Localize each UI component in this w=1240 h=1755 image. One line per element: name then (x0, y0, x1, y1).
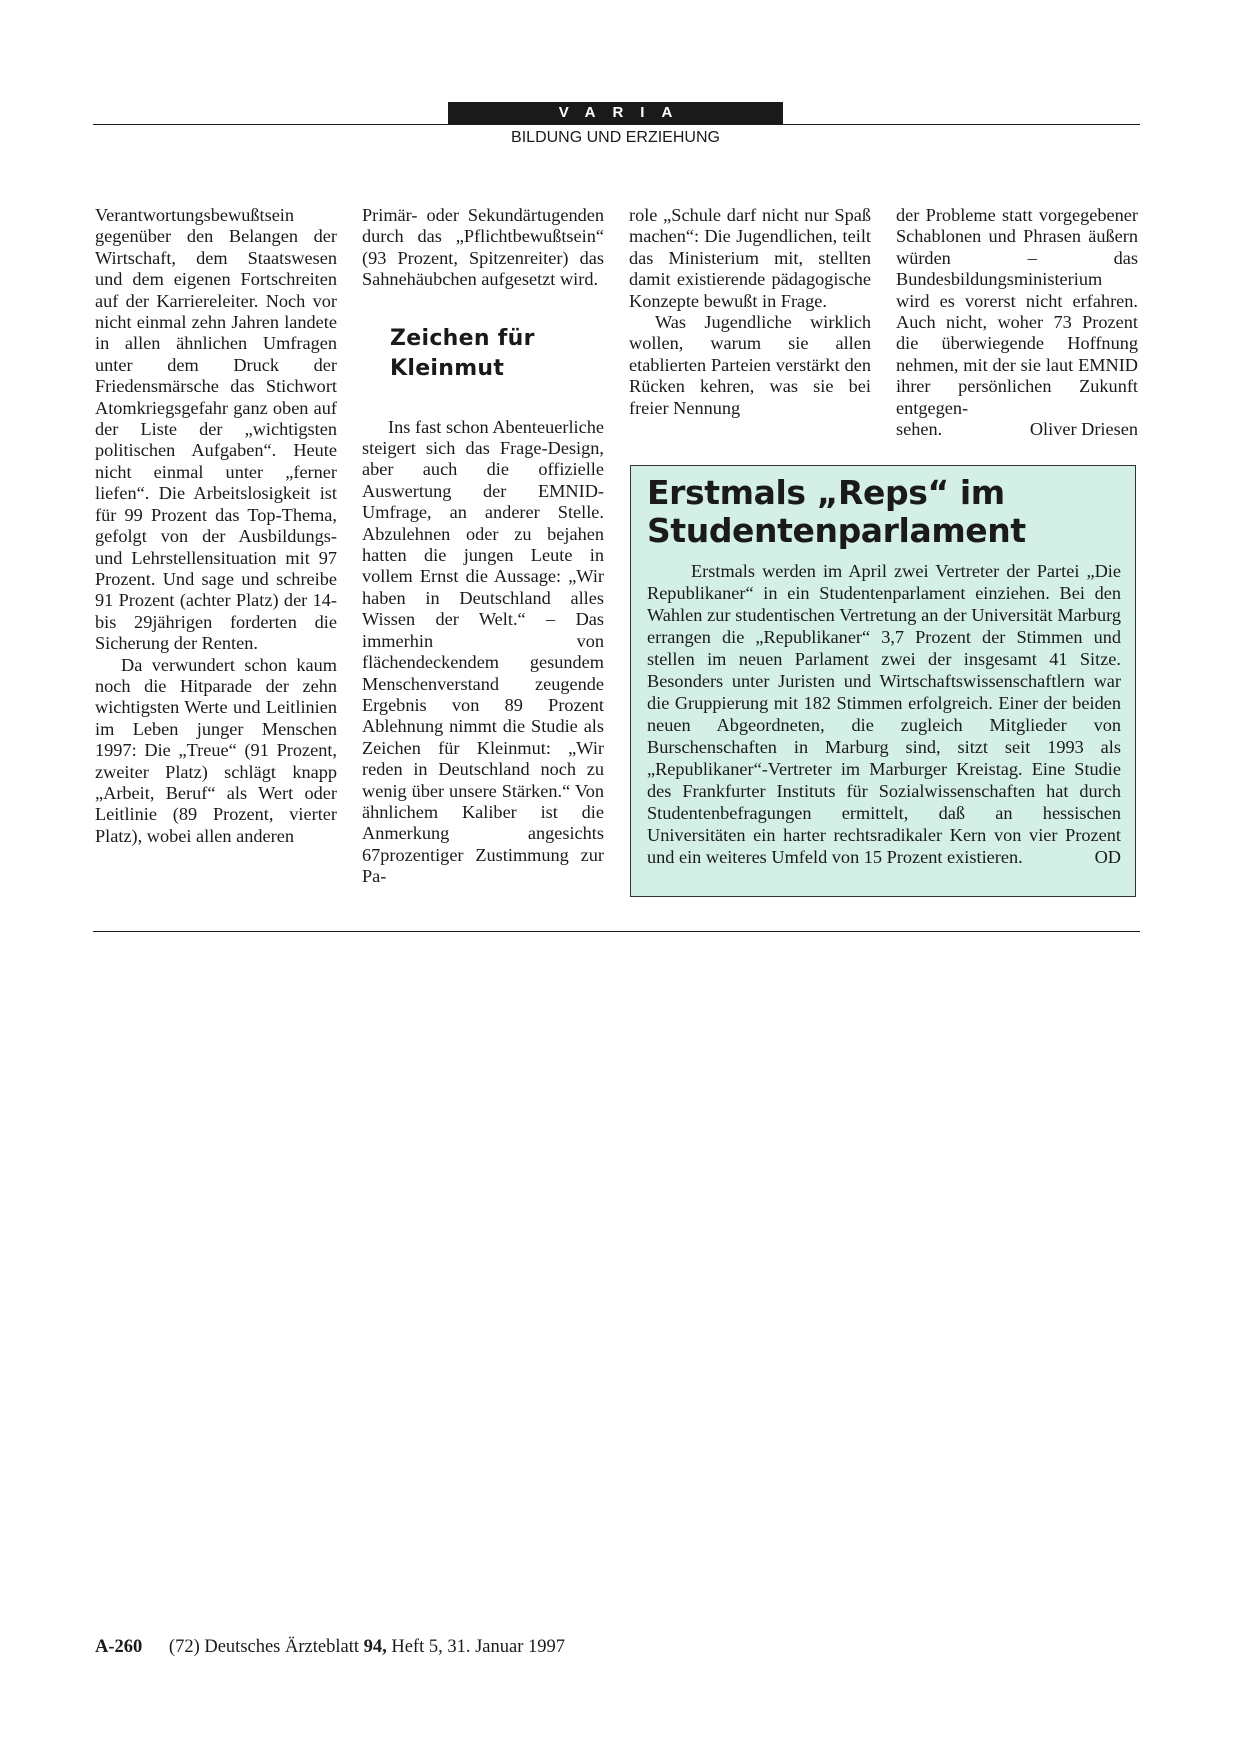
box-body-text: Erstmals werden im April zwei Vertreter der Partei „Die Republikaner“ in ein Studentenparlament einziehen. Bei den Wahlen zur studentischen Vertretung an der Universität Marburg errangen die „Republikaner“ 3,7 Prozent der Stimmen und stellen im neuen Parlament zwei der insgesamt 41 Sitze. Besonders unter Juristen und Wirtschaftswissenschaftlern war die Gruppierung mit 182 Stimmen erfolgreich. Einer der beiden neuen Abgeordneten, die zugleich Mitglieder von Burschenschaften in Marburg sind, sitzt seit 1993 als „Republikaner“-Vertreter im Marburger Kreistag. Eine Studie des Frankfurter Instituts für Sozialwissenschaften hat durch Studentenbefragungen ermittelt, daß an hessischen Universitäten ein harter rechtsradikaler Kern von vier Prozent und ein weiteres Umfeld von 15 Prozent existieren. (647, 561, 1121, 867)
issue-info: Heft 5, 31. Januar 1997 (391, 1637, 566, 1657)
article-column-2 (362, 205, 604, 888)
paragraph: Ins fast schon Abenteuerliche steigert sich das Frage-Design, aber auch die offizielle Auswertung der EMNID-Umfrage, an anderer Stelle. Abzulehnen oder zu bejahen hatten die jungen Leute in vollem Ernst die Aussage: „Wir haben in Deutschland alles Wissen der Welt.“ – Das immerhin von flächendeckendem gesundem Menschenverstand zeugende Ergebnis von 89 Prozent Ablehnung nimmt die Studie als Zeichen für Kleinmut: „Wir reden in Deutschland noch zu wenig über unsere Stärken.“ Von ähnlichem Kaliber ist die Anmerkung angesichts 67prozentiger Zustimmung zur Pa- (362, 416, 604, 887)
footer-rule (93, 931, 1140, 932)
varia-banner: VARIA (448, 102, 783, 124)
signature-line (896, 419, 1138, 440)
author-name: Oliver Driesen (1029, 419, 1138, 440)
page-number: A-260 (95, 1637, 143, 1657)
page-footer (95, 1637, 565, 1658)
paragraph: Was Jugendliche wirklich wollen, warum sie allen etablierten Parteien verstärkt den Rücken kehren, was sie bei freier Nennung (629, 312, 871, 418)
article-column-1 (95, 205, 337, 847)
article-column-4 (896, 205, 1138, 440)
journal-name: (72) Deutsches Ärzteblatt (168, 1637, 359, 1657)
paragraph: der Probleme statt vorgegebener Schablonen und Phrasen äußern würden – das Bundesbildungsministerium wird es vorerst nicht erfahren. Auch nicht, woher 73 Prozent die überwiegende Hoffnung nehmen, mit der sie laut EMNID ihrer persönlichen Zukunft entgegen- (896, 205, 1138, 418)
volume-number: 94, (363, 1637, 387, 1657)
article-subheading: Zeichen für Kleinmut (390, 325, 535, 381)
news-box (630, 465, 1136, 897)
box-headline (647, 474, 1121, 550)
header-rule (93, 124, 1140, 125)
section-title: BILDUNG UND ERZIEHUNG (511, 129, 720, 146)
box-text (647, 560, 1121, 868)
box-headline-line-2: Studentenparlament (647, 511, 1026, 550)
paragraph: Primär- oder Sekundärtugenden durch das „Pflichtbewußtsein“ (93 Prozent, Spitzenreiter) das Sahnehäubchen aufgesetzt wird. (362, 205, 604, 290)
box-headline-line-1: Erstmals „Reps“ im (647, 473, 1005, 512)
article-column-3 (629, 205, 871, 419)
box-signature: OD (1094, 847, 1121, 867)
paragraph: Da verwundert schon kaum noch die Hitparade der zehn wichtigsten Werte und Leitlinien im Leben junger Menschen 1997: Die „Treue“ (91 Prozent, zweiter Platz) schlägt knapp „Arbeit, Beruf“ als Wert oder Leitlinie (89 Prozent, vierter Platz), wobei allen anderen (95, 654, 337, 846)
paragraph: role „Schule darf nicht nur Spaß machen“: Die Jugendlichen, teilt das Ministerium mit, stellten damit existierende pädagogische Konzepte bewußt in Frage. (629, 205, 871, 311)
paragraph: Verantwortungsbewußtsein gegenüber den Belangen der Wirtschaft, dem Staatswesen und dem eigenen Fortschreiten auf der Karriereleiter. Noch vor nicht einmal zehn Jahren landete in allen ähnlichen Umfragen unter dem Druck der Friedensmärsche das Stichwort Atomkriegsgefahr ganz oben auf der Liste der „wichtigsten politischen Aufgaben“. Heute nicht einmal unter „ferner liefen“. Die Arbeitslosigkeit ist für 99 Prozent das Top-Thema, gefolgt von der Ausbildungs- und Lehrstellensituation mit 97 Prozent. Und sage und schreibe 91 Prozent (achter Platz) der 14- bis 29jährigen forderten die Sicherung der Renten. (95, 205, 337, 654)
last-word: sehen. (896, 419, 943, 440)
